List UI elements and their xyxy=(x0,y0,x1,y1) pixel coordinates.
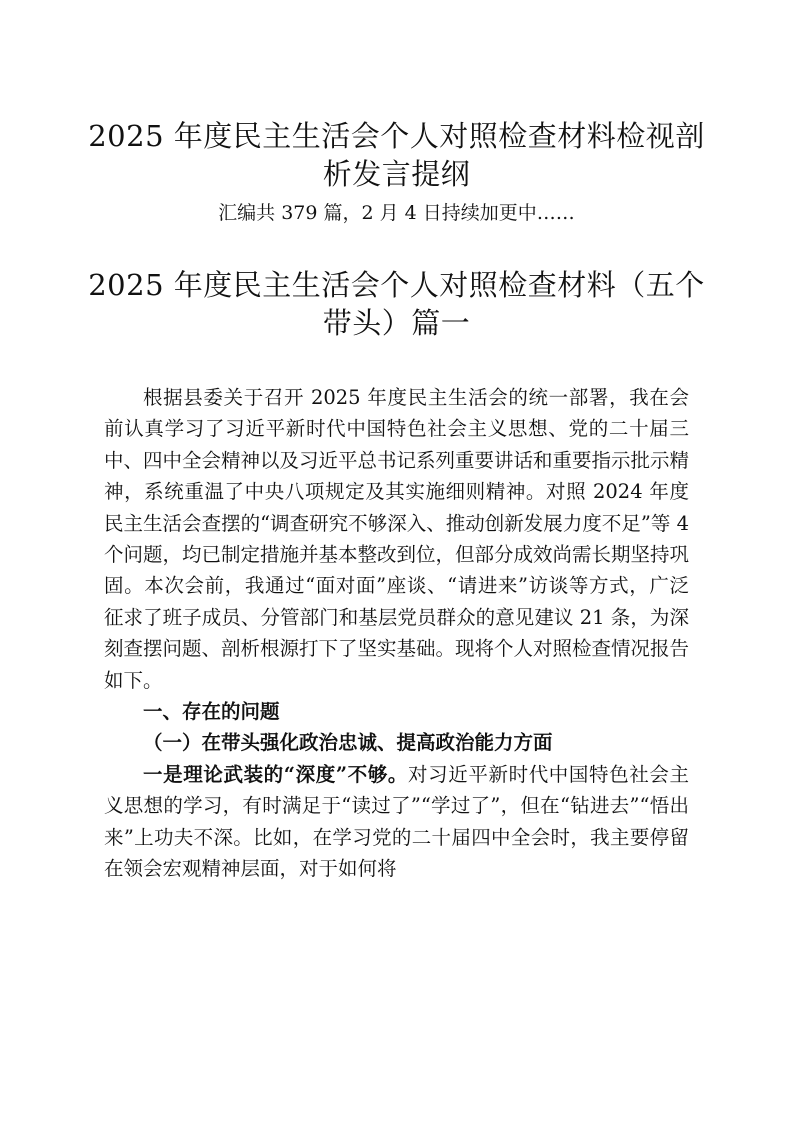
point-one-lead: 一是理论武装的“深度”不够。 xyxy=(143,762,409,786)
heading-problems: 一、存在的问题 xyxy=(143,700,280,724)
main-title: 2025 年度民主生活会个人对照检查材料检视剖析发言提纲 xyxy=(88,119,705,191)
section-title: 2025 年度民主生活会个人对照检查材料（五个带头）篇一 xyxy=(88,268,705,340)
point-one-paragraph xyxy=(104,759,689,885)
heading-political-loyalty: （一）在带头强化政治忠诚、提高政治能力方面 xyxy=(143,731,553,755)
document-body xyxy=(104,382,689,885)
point-one-body: 对习近平新时代中国特色社会主义思想的学习，有时满足于“读过了”“学过了”，但在“钻进去”“悟出来”上功夫不深。比如，在学习党的二十届四中全会时，我主要停留在领会宏观精神层面，对于如何将 xyxy=(104,762,689,881)
intro-paragraph: 根据县委关于召开 2025 年度民主生活会的统一部署，我在会前认真学习了习近平新时代中国特色社会主义思想、党的二十届三中、四中全会精神以及习近平总书记系列重要讲话和重要指示批示精神，系统重温了中央八项规定及其实施细则精神。对照 2024 年度民主生活会查摆的“调查研究不够深入、推动创新发展力度不足”等 4 个问题，均已制定措施并基本整改到位，但部分成效尚需长期坚持巩固。本次会前，我通过“面对面”座谈、“请进来”访谈等方式，广泛征求了班子成员、分管部门和基层党员群众的意见建议 21 条，为深刻查摆问题、剖析根源打下了坚实基础。现将个人对照检查情况报告如下。 xyxy=(104,386,690,692)
subtitle: 汇编共 379 篇，2 月 4 日持续加更中…… xyxy=(218,202,575,224)
